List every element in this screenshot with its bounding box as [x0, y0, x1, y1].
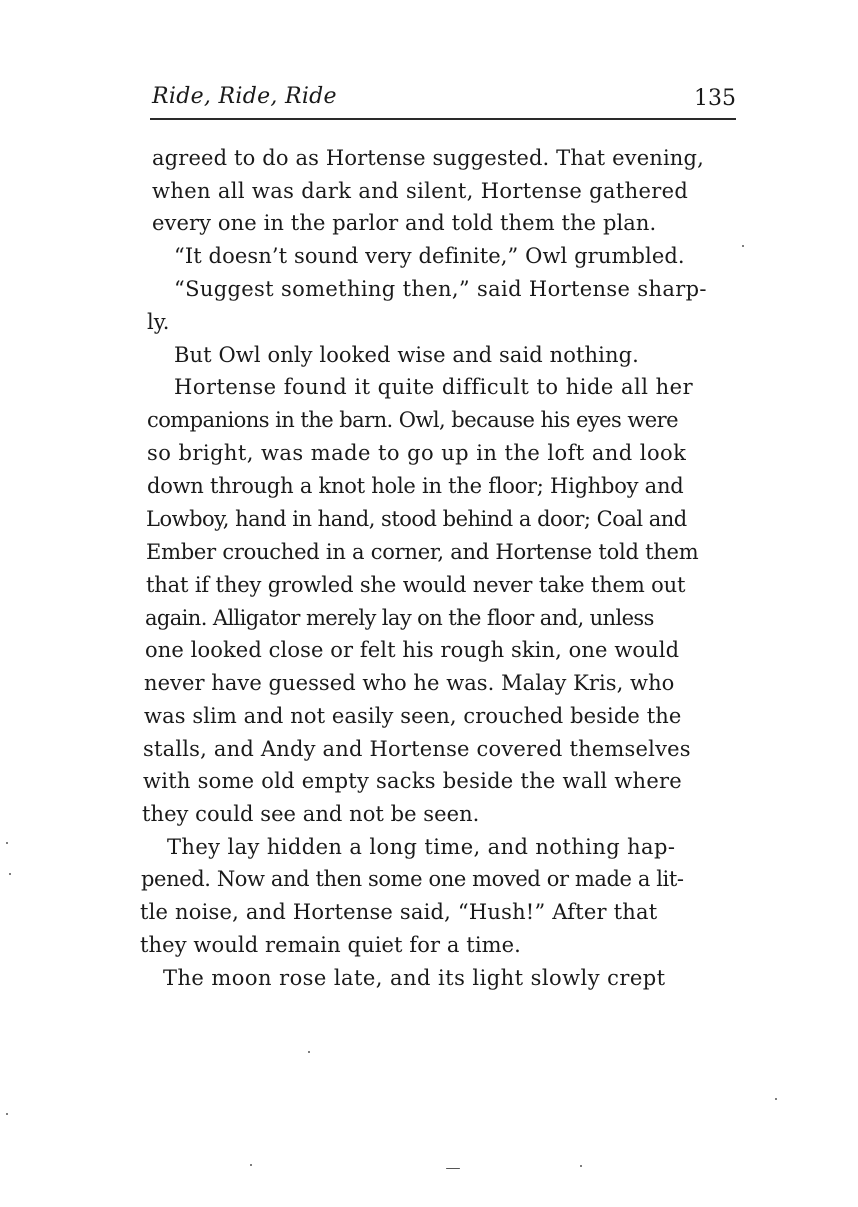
text-line: was slim and not easily seen, crouched beside the — [144, 704, 682, 728]
text-line: They lay hidden a long time, and nothing hap- — [167, 835, 676, 859]
scan-speck — [775, 1098, 777, 1100]
text-line: agreed to do as Hortense suggested. That evening, — [152, 146, 704, 170]
scan-speck — [446, 1168, 460, 1169]
text-line: they would remain quiet for a time. — [140, 933, 521, 957]
text-line: every one in the parlor and told them the plan. — [152, 211, 657, 235]
text-line: But Owl only looked wise and said nothing. — [174, 343, 639, 367]
text-line: Ember crouched in a corner, and Hortense told them — [146, 540, 699, 564]
text-line: with some old empty sacks beside the wall where — [143, 769, 682, 793]
text-line: tle noise, and Hortense said, “Hush!” After that — [140, 900, 658, 924]
page-number: 135 — [694, 86, 736, 111]
scan-speck — [6, 842, 8, 844]
scan-speck — [6, 1113, 8, 1115]
running-header — [150, 82, 736, 120]
text-line: companions in the barn. Owl, because his eyes were — [147, 408, 679, 432]
text-line: “It doesn’t sound very definite,” Owl grumbled. — [174, 244, 685, 268]
scan-speck — [308, 1051, 310, 1053]
text-line: they could see and not be seen. — [142, 802, 480, 826]
text-line: again. Alligator merely lay on the floor and, unless — [145, 606, 654, 630]
text-line: “Suggest something then,” said Hortense sharp- — [174, 277, 707, 301]
text-line: Hortense found it quite difficult to hide all her — [174, 375, 694, 399]
running-title: Ride, Ride, Ride — [152, 84, 337, 109]
text-line: stalls, and Andy and Hortense covered themselves — [143, 737, 691, 761]
scan-speck — [742, 245, 744, 247]
text-line: down through a knot hole in the floor; Highboy and — [147, 474, 684, 498]
text-line: never have guessed who he was. Malay Kris, who — [144, 671, 675, 695]
text-line: Lowboy, hand in hand, stood behind a door; Coal and — [146, 507, 687, 531]
text-line: that if they growled she would never take them out — [146, 573, 686, 597]
scan-speck — [580, 1165, 582, 1167]
scan-speck — [250, 1164, 252, 1166]
text-line: one looked close or felt his rough skin, one would — [145, 638, 680, 662]
scan-speck — [9, 873, 11, 875]
text-line: pened. Now and then some one moved or made a lit- — [141, 867, 684, 891]
text-line: so bright, was made to go up in the loft and look — [147, 441, 687, 465]
text-line: ly. — [147, 310, 170, 334]
text-line: The moon rose late, and its light slowly crept — [163, 966, 666, 990]
text-line: when all was dark and silent, Hortense gathered — [152, 179, 689, 203]
